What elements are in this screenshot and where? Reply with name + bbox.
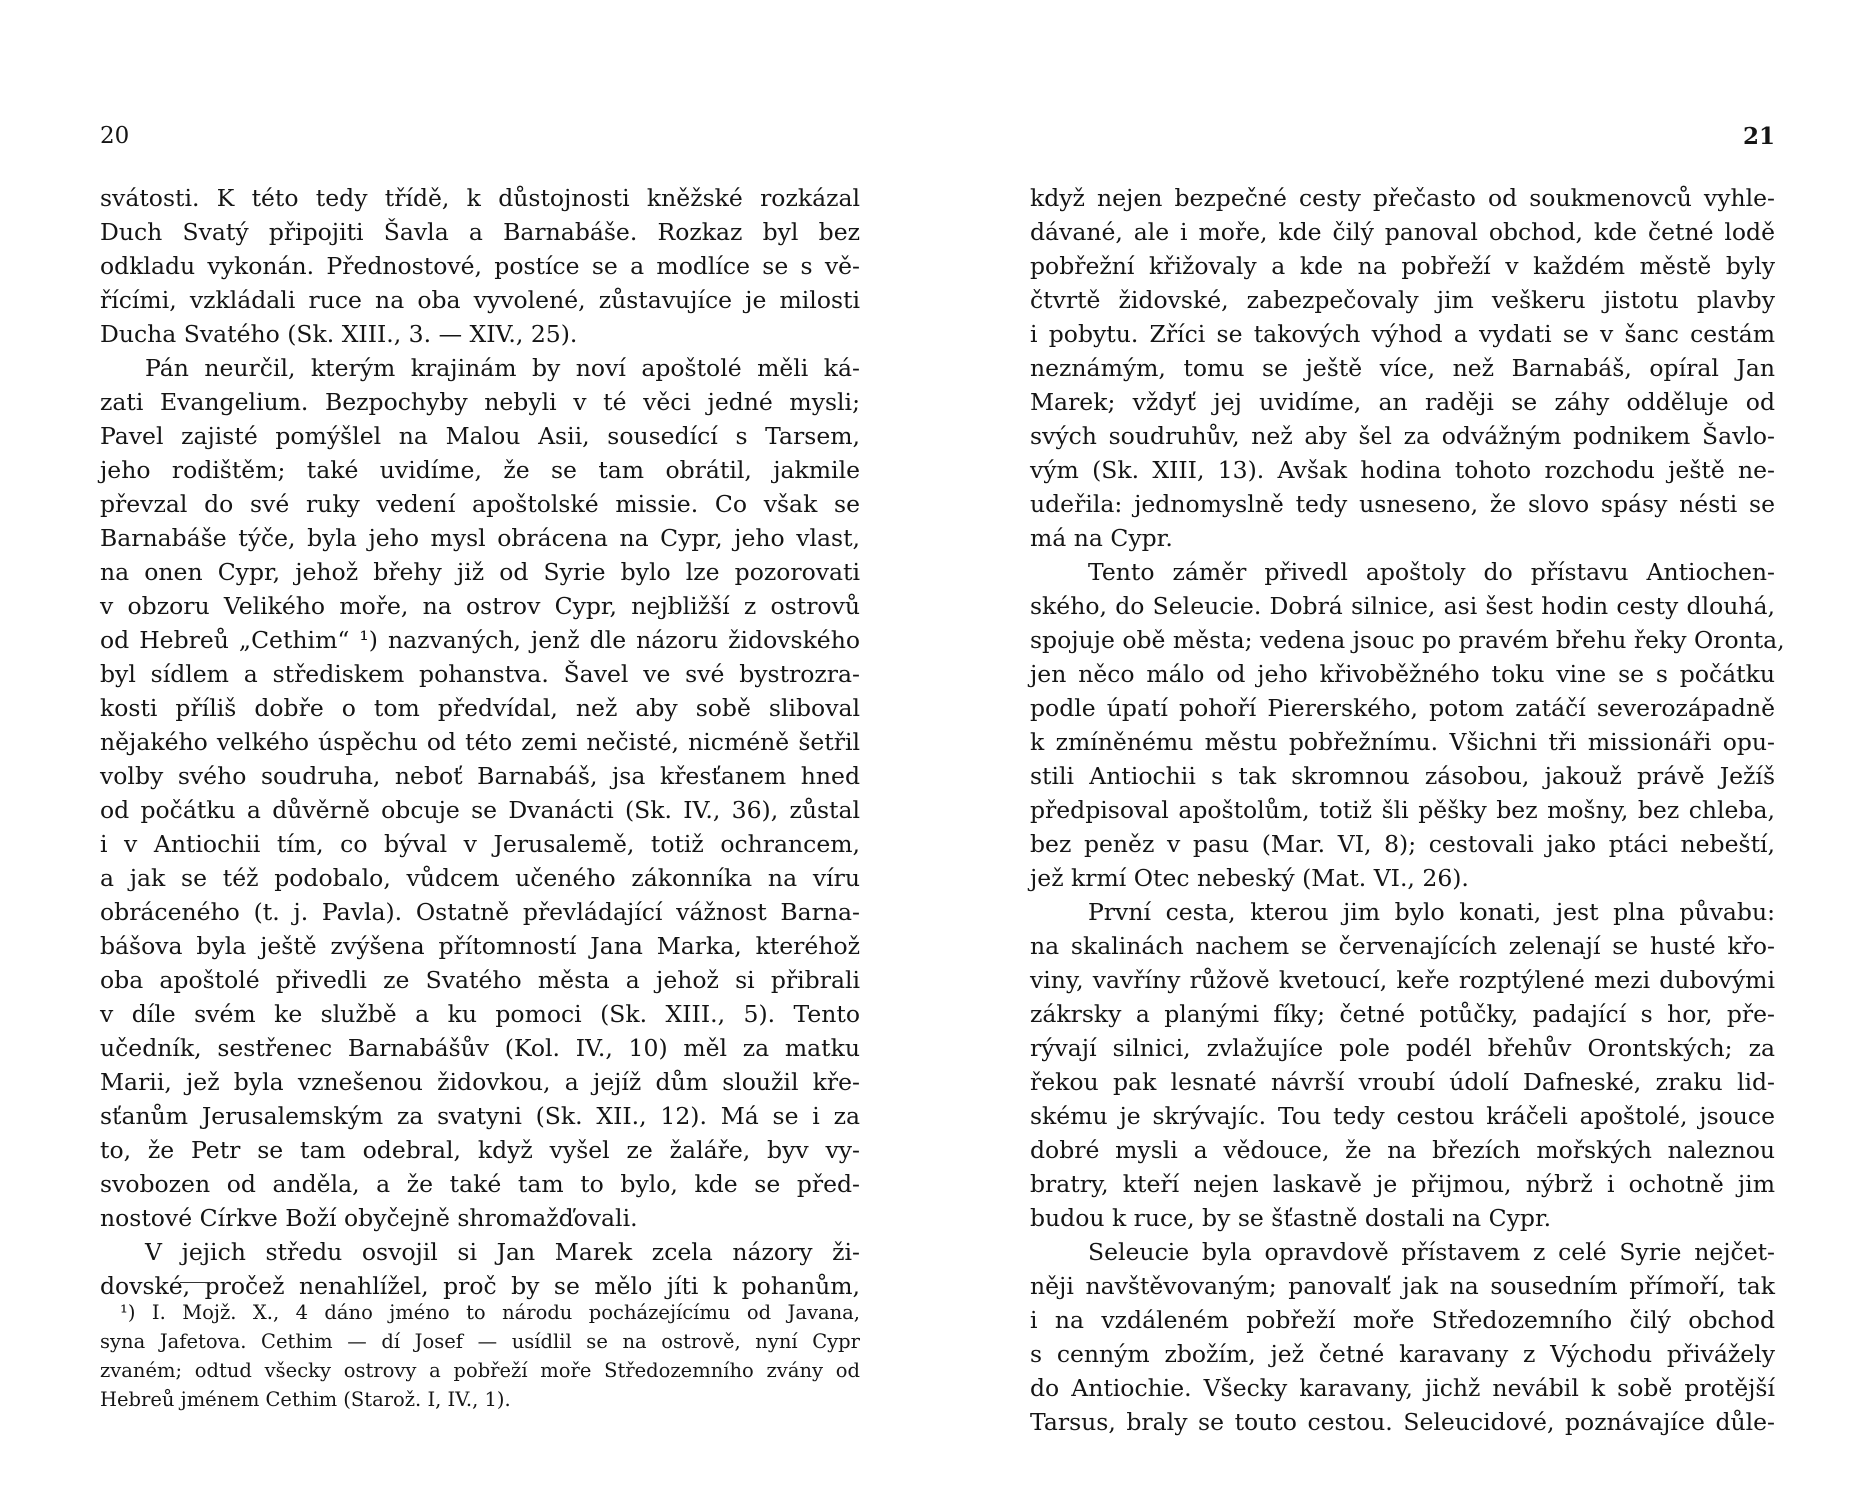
text-line: jen něco málo od jeho křivoběžného toku vine se s počátku (1030, 660, 1775, 688)
text-line: Barnabáše týče, byla jeho mysl obrácena na Cypr, jeho vlast, (100, 524, 860, 552)
text-line: bášova byla ještě zvýšena přítomností Jana Marka, kteréhož (100, 932, 860, 960)
text-line: Seleucie byla opravdově přístavem z celé Syrie nejčet- (1088, 1238, 1775, 1266)
text-line: skému je skrývajíc. Tou tedy cestou kráčeli apoštolé, jsouce (1030, 1102, 1775, 1130)
text-line: s cenným zbožím, jež četné karavany z Východu přivážely (1030, 1340, 1775, 1368)
text-line: do Antiochie. Všecky karavany, jichž nevábil k sobě protější (1030, 1374, 1775, 1402)
text-line: oba apoštolé přivedli ze Svatého města a jehož si přibrali (100, 966, 860, 994)
text-line: dovské, pročež nenahlížel, proč by se mělo jíti k pohanům, (100, 1272, 860, 1300)
text-line: Tento záměr přivedl apoštoly do přístavu Antiochen- (1088, 558, 1775, 586)
text-line: podle úpatí pohoří Piererského, potom zatáčí severozápadně (1030, 694, 1775, 722)
text-line: čtvrtě židovské, zabezpečovaly jim veškeru jistotu plavby (1030, 286, 1775, 314)
text-line: Ducha Svatého (Sk. XIII., 3. — XIV., 25). (100, 320, 578, 348)
footnote-line: Hebreů jménem Cethim (Starož. I, IV., 1). (100, 1388, 511, 1411)
text-line: bez peněz v pasu (Mar. VI, 8); cestovali jako ptáci nebeští, (1030, 830, 1775, 858)
text-line: svátosti. K této tedy třídě, k důstojnosti kněžské rozkázal (100, 184, 860, 212)
page-number: 21 (1742, 123, 1775, 150)
text-line: volby svého soudruha, neboť Barnabáš, jsa křesťanem hned (100, 762, 860, 790)
text-line: Pán neurčil, kterým krajinám by noví apoštolé měli ká- (145, 354, 860, 382)
text-line: jeho rodištěm; také uvidíme, že se tam obrátil, jakmile (100, 456, 860, 484)
text-line: řícími, vzkládali ruce na oba vyvolené, zůstavujíce je milosti (100, 286, 860, 314)
text-line: odkladu vykonán. Přednostové, postíce se a modlíce se s vě- (100, 252, 860, 280)
text-line: když nejen bezpečné cesty přečasto od soukmenovců vyhle- (1030, 184, 1775, 212)
footnote-line: ¹) I. Mojž. X., 4 dáno jméno to národu pocházejícímu od Javana, (120, 1301, 860, 1324)
footnote-line: syna Jafetova. Cethim — dí Josef — usídlil se na ostrově, nyní Cypr (100, 1330, 860, 1353)
text-line: kosti příliš dobře o tom předvídal, než aby sobě sliboval (100, 694, 860, 722)
text-line: převzal do své ruky vedení apoštolské missie. Co však se (100, 490, 860, 518)
text-line: jež krmí Otec nebeský (Mat. VI., 26). (1030, 864, 1469, 892)
text-line: od počátku a důvěrně obcuje se Dvanácti (Sk. IV., 36), zůstal (100, 796, 860, 824)
text-line: od Hebreů „Cethim“ ¹) nazvaných, jenž dle názoru židovského (100, 626, 860, 654)
text-line: První cesta, kterou jim bylo konati, jest plna půvabu: (1088, 898, 1775, 926)
text-line: Pavel zajisté pomýšlel na Malou Asii, sousedící s Tarsem, (100, 422, 860, 450)
text-line: Marii, jež byla vznešenou židovkou, a jejíž dům sloužil kře- (100, 1068, 860, 1096)
text-line: rývají silnici, zvlažujíce pole podél břehův Orontských; za (1030, 1034, 1775, 1062)
footnote-line: zvaném; odtud všecky ostrovy a pobřeží moře Středozemního zvány od (100, 1359, 860, 1382)
text-line: v díle svém ke službě a ku pomoci (Sk. XIII., 5). Tento (100, 1000, 860, 1028)
text-line: viny, vavříny růžově kvetoucí, keře rozptýlené mezi dubovými (1030, 966, 1775, 994)
text-line: pobřežní křižovaly a kde na pobřeží v každém městě byly (1030, 252, 1775, 280)
text-line: něji navštěvovaným; panovalť jak na sousedním přímoří, tak (1030, 1272, 1775, 1300)
text-line: i pobytu. Zříci se takových výhod a vydati se v šanc cestám (1030, 320, 1775, 348)
text-line: zati Evangelium. Bezpochyby nebyli v té věci jedné mysli; (100, 388, 860, 416)
text-line: svých soudruhův, než aby šel za odvážným podnikem Šavlo- (1030, 422, 1775, 450)
text-line: Marek; vždyť jej uvidíme, an raději se záhy odděluje od (1030, 388, 1775, 416)
left-page (100, 0, 860, 1500)
right-page (1030, 0, 1785, 1500)
body-text (100, 181, 860, 1303)
body-text (1030, 181, 1785, 1439)
text-line: v obzoru Velikého moře, na ostrov Cypr, nejbližší z ostrovů (100, 592, 860, 620)
text-line: má na Cypr. (1030, 524, 1173, 552)
text-line: svobozen od anděla, a že také tam to bylo, kde se před- (100, 1170, 860, 1198)
text-line: Duch Svatý připojiti Šavla a Barnabáše. Rozkaz byl bez (100, 218, 860, 246)
text-line: zákrsky a planými fíky; četné potůčky, padající s hor, pře- (1030, 1000, 1775, 1028)
text-line: i v Antiochii tím, co býval v Jerusalemě, totiž ochrancem, (100, 830, 860, 858)
text-line: neznámým, tomu se ještě více, než Barnabáš, opíral Jan (1030, 354, 1775, 382)
footnote-separator (180, 1282, 210, 1283)
text-line: na skalinách nachem se červenajících zelenají se husté křo- (1030, 932, 1775, 960)
text-line: dobré mysli a vědouce, že na březích mořských naleznou (1030, 1136, 1775, 1164)
text-line: vým (Sk. XIII, 13). Avšak hodina tohoto rozchodu ještě ne- (1030, 456, 1775, 484)
text-line: i na vzdáleném pobřeží moře Středozemního čilý obchod (1030, 1306, 1775, 1334)
footnote (100, 1298, 860, 1414)
text-line: a jak se též podobalo, vůdcem učeného zákonníka na víru (100, 864, 860, 892)
text-line: budou k ruce, by se šťastně dostali na Cypr. (1030, 1204, 1552, 1232)
text-line: předpisoval apoštolům, totiž šli pěšky bez mošny, bez chleba, (1030, 796, 1775, 824)
text-line: na onen Cypr, jehož břehy již od Syrie bylo lze pozorovati (100, 558, 860, 586)
text-line: nostové Církve Boží obyčejně shromažďovali. (100, 1204, 638, 1232)
text-line: udeřila: jednomyslně tedy usneseno, že slovo spásy nésti se (1030, 490, 1775, 518)
text-line: to, že Petr se tam odebral, když vyšel ze žaláře, byv vy- (100, 1136, 860, 1164)
text-line: obráceného (t. j. Pavla). Ostatně převládající vážnost Barna- (100, 898, 860, 926)
text-line: V jejich středu osvojil si Jan Marek zcela názory ži- (145, 1238, 860, 1266)
text-line: řekou pak lesnaté návrší vroubí údolí Dafneské, zraku lid- (1030, 1068, 1775, 1096)
text-line: učedník, sestřenec Barnabášův (Kol. IV., 10) měl za matku (100, 1034, 860, 1062)
text-line: byl sídlem a střediskem pohanstva. Šavel ve své bystrozra- (100, 660, 860, 688)
text-line: nějakého velkého úspěchu od této zemi nečisté, nicméně šetřil (100, 728, 860, 756)
text-line: Tarsus, braly se touto cestou. Seleucidové, poznávajíce důle- (1030, 1408, 1775, 1436)
text-line: sťanům Jerusalemským za svatyni (Sk. XII., 12). Má se i za (100, 1102, 860, 1130)
text-line: stili Antiochii s tak skromnou zásobou, jakouž právě Ježíš (1030, 762, 1775, 790)
text-line: bratry, kteří nejen laskavě je přijmou, nýbrž i ochotně jim (1030, 1170, 1775, 1198)
text-line: ského, do Seleucie. Dobrá silnice, asi šest hodin cesty dlouhá, (1030, 592, 1775, 620)
text-line: spojuje obě města; vedena jsouc po pravém břehu řeky Oronta, (1030, 626, 1785, 654)
page-number: 20 (100, 123, 130, 149)
text-line: dávané, ale i moře, kde čilý panoval obchod, kde četné lodě (1030, 218, 1775, 246)
text-line: k zmíněnému městu pobřežnímu. Všichni tři missionáři opu- (1030, 728, 1775, 756)
